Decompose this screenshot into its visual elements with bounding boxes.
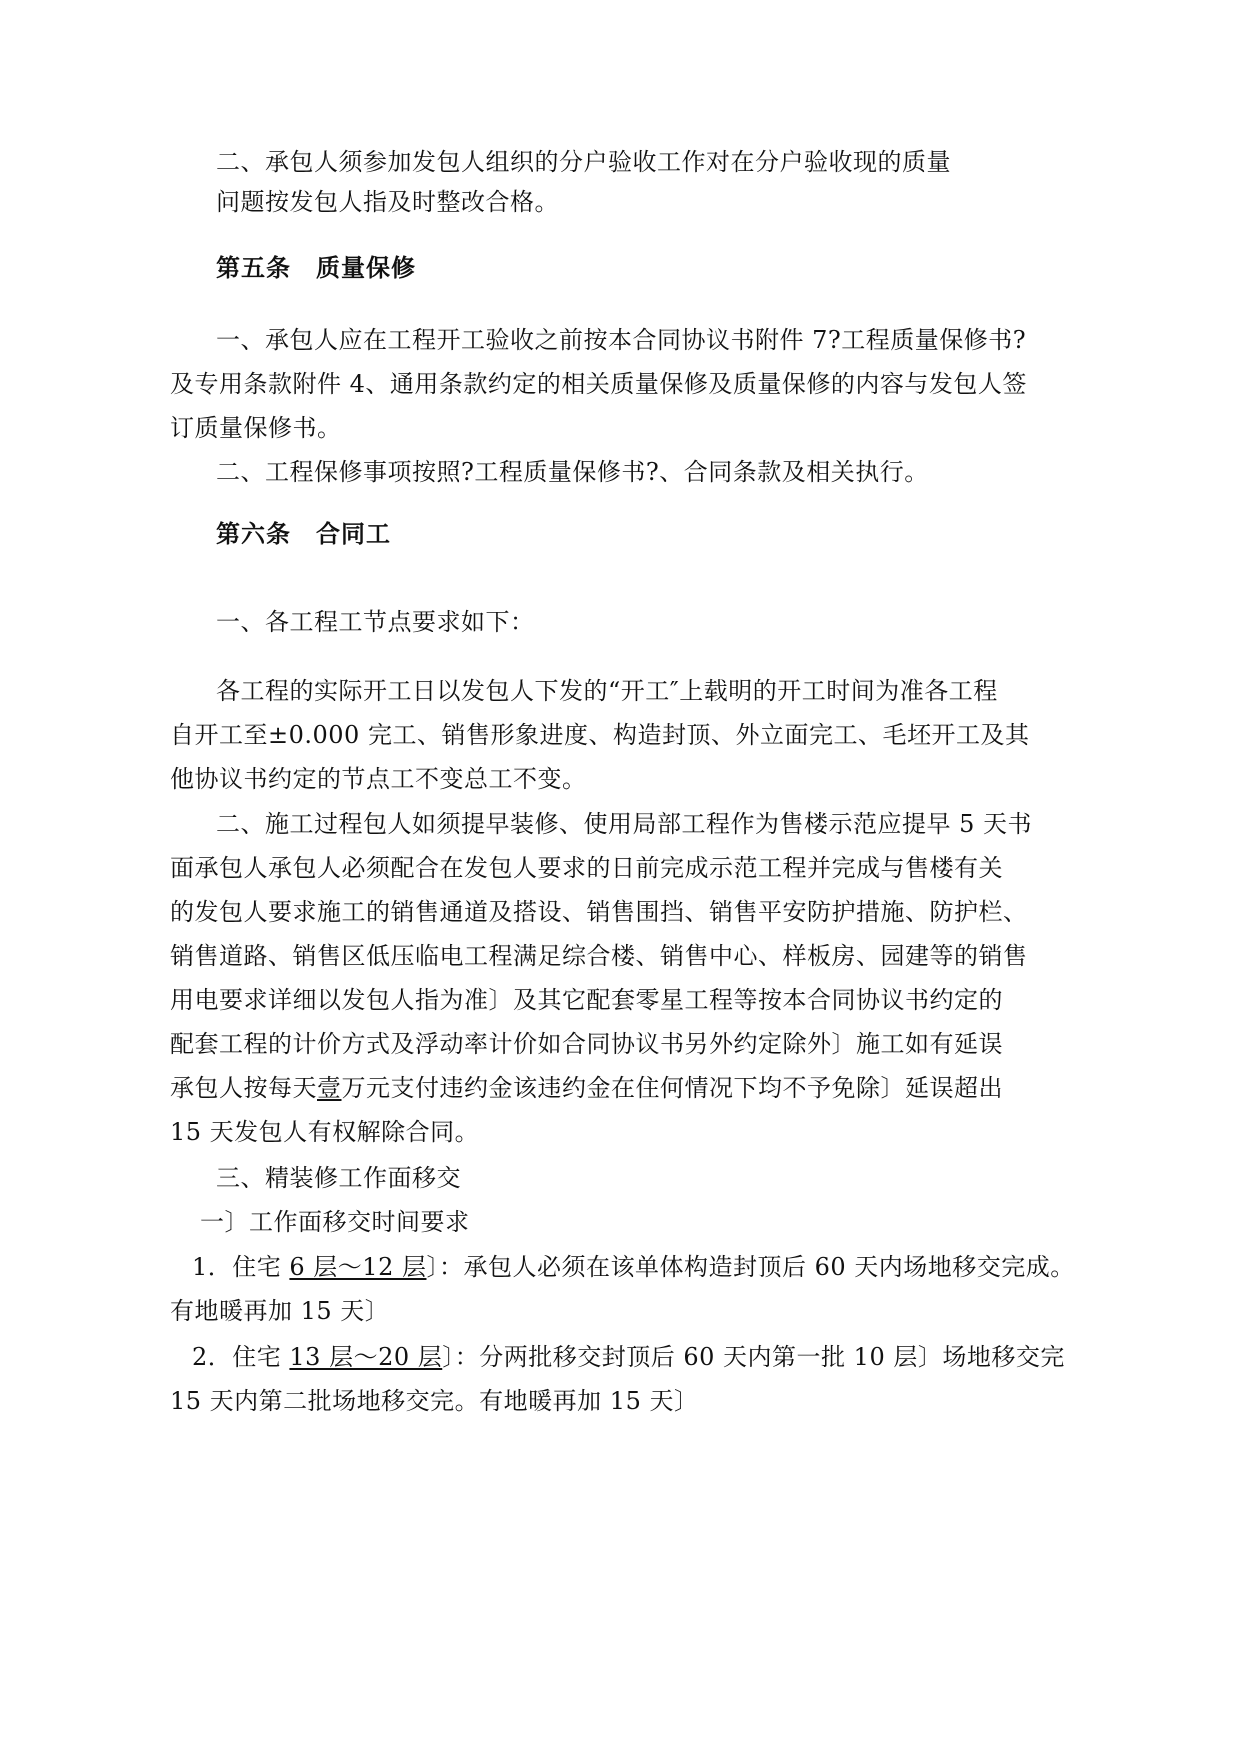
text-run: 〕：承包人必须在该单体构造封顶后 60 天内场地移交完成。 [426, 1253, 1075, 1281]
text-line: 15 天内第二批场地移交完。有地暖再加 15 天〕 [170, 1387, 699, 1415]
text-line: 问题按发包人指及时整改合格。 [216, 188, 559, 216]
text-line: 15 天发包人有权解除合同。 [170, 1118, 480, 1146]
text-line: 一、承包人应在工程开工验收之前按本合同协议书附件 7?工程质量保修书? [216, 326, 1027, 354]
text-run: 〕：分两批移交封顶后 60 天内第一批 10 层〕场地移交完 [442, 1343, 1065, 1371]
text-line: 面承包人承包人必须配合在发包人要求的日前完成示范工程并完成与售楼有关 [170, 854, 1003, 882]
text-line: 一〕工作面移交时间要求 [200, 1208, 470, 1236]
text-line [192, 1251, 1075, 1283]
text-line: 一、各工程工节点要求如下： [216, 608, 535, 636]
text-line: 二、施工过程包人如须提早装修、使用局部工程作为售楼示范应提早 5 天书 [216, 810, 1033, 838]
text-line: 及专用条款附件 4、通用条款约定的相关质量保修及质量保修的内容与发包人签 [170, 370, 1027, 398]
text-line: 二、承包人须参加发包人组织的分户验收工作对在分户验收现的质量 [216, 148, 951, 176]
section-heading: 第五条 质量保修 [216, 254, 416, 282]
section-heading: 第六条 合同工 [216, 520, 391, 548]
text-line: 销售道路、销售区低压临电工程满足综合楼、销售中心、样板房、园建等的销售 [170, 942, 1028, 970]
text-run: 2．住宅 [192, 1343, 290, 1371]
text-line [170, 1072, 1003, 1104]
underlined-floors: 13 层～20 层 [289, 1343, 443, 1371]
text-line [192, 1341, 1065, 1373]
text-line: 的发包人要求施工的销售通道及搭设、销售围挡、销售平安防护措施、防护栏、 [170, 898, 1028, 926]
underlined-amount: 壹 [317, 1074, 342, 1102]
text-line: 他协议书约定的节点工不变总工不变。 [170, 765, 587, 793]
underlined-floors: 6 层～12 层 [289, 1253, 427, 1281]
text-line: 三、精装修工作面移交 [216, 1164, 461, 1192]
text-line: 订质量保修书。 [170, 414, 342, 442]
text-line: 有地暖再加 15 天〕 [170, 1297, 390, 1325]
text-line: 自开工至±0.000 完工、销售形象进度、构造封顶、外立面完工、毛坯开工及其 [170, 721, 1030, 749]
text-run: 万元支付违约金该违约金在住何情况下均不予免除〕延误超出 [341, 1074, 1003, 1102]
text-run: 承包人按每天 [170, 1074, 317, 1102]
text-run: 1．住宅 [192, 1253, 290, 1281]
text-line: 二、工程保修事项按照?工程质量保修书?、合同条款及相关执行。 [216, 458, 929, 486]
text-line: 配套工程的计价方式及浮动率计价如合同协议书另外约定除外〕施工如有延误 [170, 1030, 1003, 1058]
text-line: 各工程的实际开工日以发包人下发的“开工″上载明的开工时间为准各工程 [216, 677, 998, 705]
text-line: 用电要求详细以发包人指为准〕及其它配套零星工程等按本合同协议书约定的 [170, 986, 1003, 1014]
